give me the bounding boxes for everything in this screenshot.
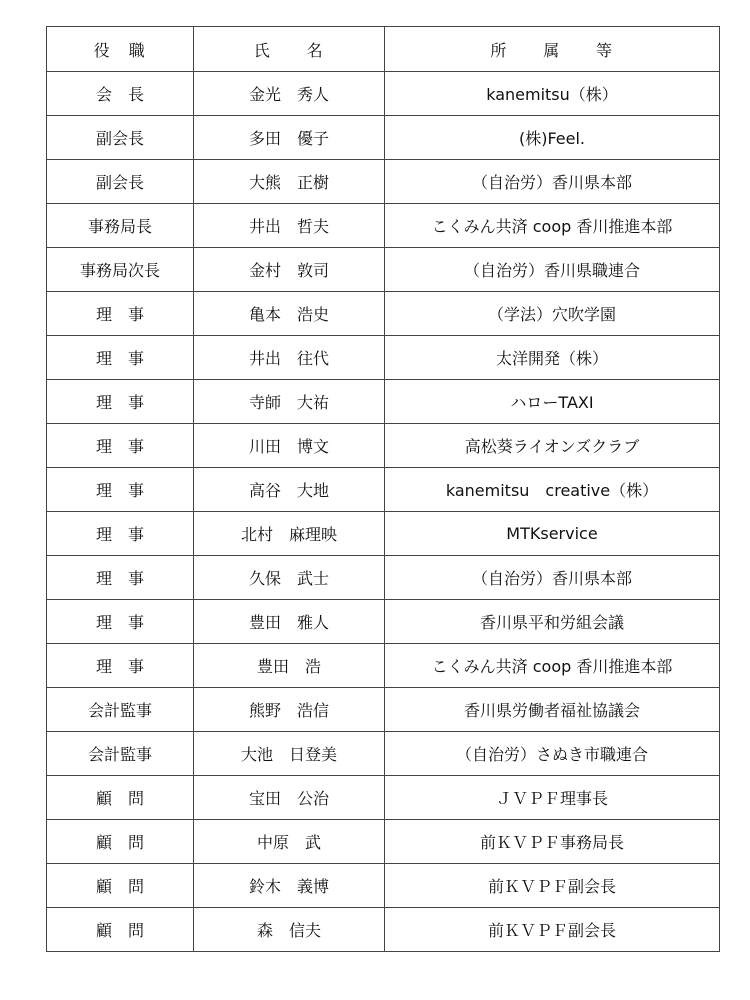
name-cell: 熊野 浩信 — [194, 688, 385, 732]
table-row — [47, 204, 720, 248]
name-cell: 北村 麻理映 — [194, 512, 385, 556]
role-cell: 会 長 — [47, 72, 194, 116]
name-cell: 中原 武 — [194, 820, 385, 864]
name-cell: 川田 博文 — [194, 424, 385, 468]
header-name: 氏 名 — [194, 27, 385, 72]
affiliation-cell: 高松葵ライオンズクラブ — [385, 424, 720, 468]
table-row — [47, 468, 720, 512]
affiliation-cell: 前ＫＶＰＦ副会長 — [385, 908, 720, 952]
affiliation-cell: （自治労）香川県本部 — [385, 556, 720, 600]
name-cell: 豊田 浩 — [194, 644, 385, 688]
name-cell: 豊田 雅人 — [194, 600, 385, 644]
table-row — [47, 512, 720, 556]
affiliation-cell: 前ＫＶＰＦ事務局長 — [385, 820, 720, 864]
role-cell: 顧 問 — [47, 776, 194, 820]
affiliation-cell: （自治労）さぬき市職連合 — [385, 732, 720, 776]
affiliation-cell: kanemitsu creative（株） — [385, 468, 720, 512]
name-cell: 多田 優子 — [194, 116, 385, 160]
role-cell: 顧 問 — [47, 820, 194, 864]
name-cell: 大熊 正樹 — [194, 160, 385, 204]
table-row — [47, 116, 720, 160]
role-cell: 事務局次長 — [47, 248, 194, 292]
role-cell: 副会長 — [47, 160, 194, 204]
affiliation-cell: ハローTAXI — [385, 380, 720, 424]
table-row — [47, 72, 720, 116]
affiliation-cell: （学法）穴吹学園 — [385, 292, 720, 336]
name-cell: 久保 武士 — [194, 556, 385, 600]
table-row — [47, 688, 720, 732]
affiliation-cell: kanemitsu（株） — [385, 72, 720, 116]
name-cell: 森 信夫 — [194, 908, 385, 952]
affiliation-cell: MTKservice — [385, 512, 720, 556]
name-cell: 金村 敦司 — [194, 248, 385, 292]
name-cell: 鈴木 義博 — [194, 864, 385, 908]
table-row — [47, 380, 720, 424]
role-cell: 理 事 — [47, 336, 194, 380]
header-affiliation: 所 属 等 — [385, 27, 720, 72]
name-cell: 井出 往代 — [194, 336, 385, 380]
table-row — [47, 908, 720, 952]
table-row — [47, 644, 720, 688]
name-cell: 大池 日登美 — [194, 732, 385, 776]
affiliation-cell: （自治労）香川県職連合 — [385, 248, 720, 292]
table-row — [47, 820, 720, 864]
table-row — [47, 732, 720, 776]
role-cell: 副会長 — [47, 116, 194, 160]
affiliation-cell: （自治労）香川県本部 — [385, 160, 720, 204]
name-cell: 寺師 大祐 — [194, 380, 385, 424]
header-role: 役 職 — [47, 27, 194, 72]
role-cell: 理 事 — [47, 468, 194, 512]
role-cell: 理 事 — [47, 644, 194, 688]
affiliation-cell: 太洋開発（株） — [385, 336, 720, 380]
header-row — [47, 27, 720, 72]
name-cell: 高谷 大地 — [194, 468, 385, 512]
role-cell: 理 事 — [47, 380, 194, 424]
name-cell: 井出 哲夫 — [194, 204, 385, 248]
affiliation-cell: 香川県平和労組会議 — [385, 600, 720, 644]
table-row — [47, 556, 720, 600]
name-cell: 金光 秀人 — [194, 72, 385, 116]
affiliation-cell: こくみん共済 coop 香川推進本部 — [385, 644, 720, 688]
officers-table — [46, 26, 720, 952]
table-row — [47, 336, 720, 380]
name-cell: 宝田 公治 — [194, 776, 385, 820]
table-row — [47, 424, 720, 468]
role-cell: 理 事 — [47, 556, 194, 600]
role-cell: 顧 問 — [47, 908, 194, 952]
table-row — [47, 292, 720, 336]
role-cell: 理 事 — [47, 292, 194, 336]
affiliation-cell: 香川県労働者福祉協議会 — [385, 688, 720, 732]
affiliation-cell: ＪＶＰＦ理事長 — [385, 776, 720, 820]
role-cell: 顧 問 — [47, 864, 194, 908]
role-cell: 会計監事 — [47, 688, 194, 732]
table-row — [47, 248, 720, 292]
table-row — [47, 600, 720, 644]
affiliation-cell: (株)Feel. — [385, 116, 720, 160]
table-row — [47, 776, 720, 820]
table-row — [47, 864, 720, 908]
table-row — [47, 160, 720, 204]
role-cell: 理 事 — [47, 424, 194, 468]
role-cell: 事務局長 — [47, 204, 194, 248]
role-cell: 理 事 — [47, 512, 194, 556]
name-cell: 亀本 浩史 — [194, 292, 385, 336]
officers-table-body — [47, 72, 720, 952]
affiliation-cell: こくみん共済 coop 香川推進本部 — [385, 204, 720, 248]
role-cell: 理 事 — [47, 600, 194, 644]
role-cell: 会計監事 — [47, 732, 194, 776]
affiliation-cell: 前ＫＶＰＦ副会長 — [385, 864, 720, 908]
